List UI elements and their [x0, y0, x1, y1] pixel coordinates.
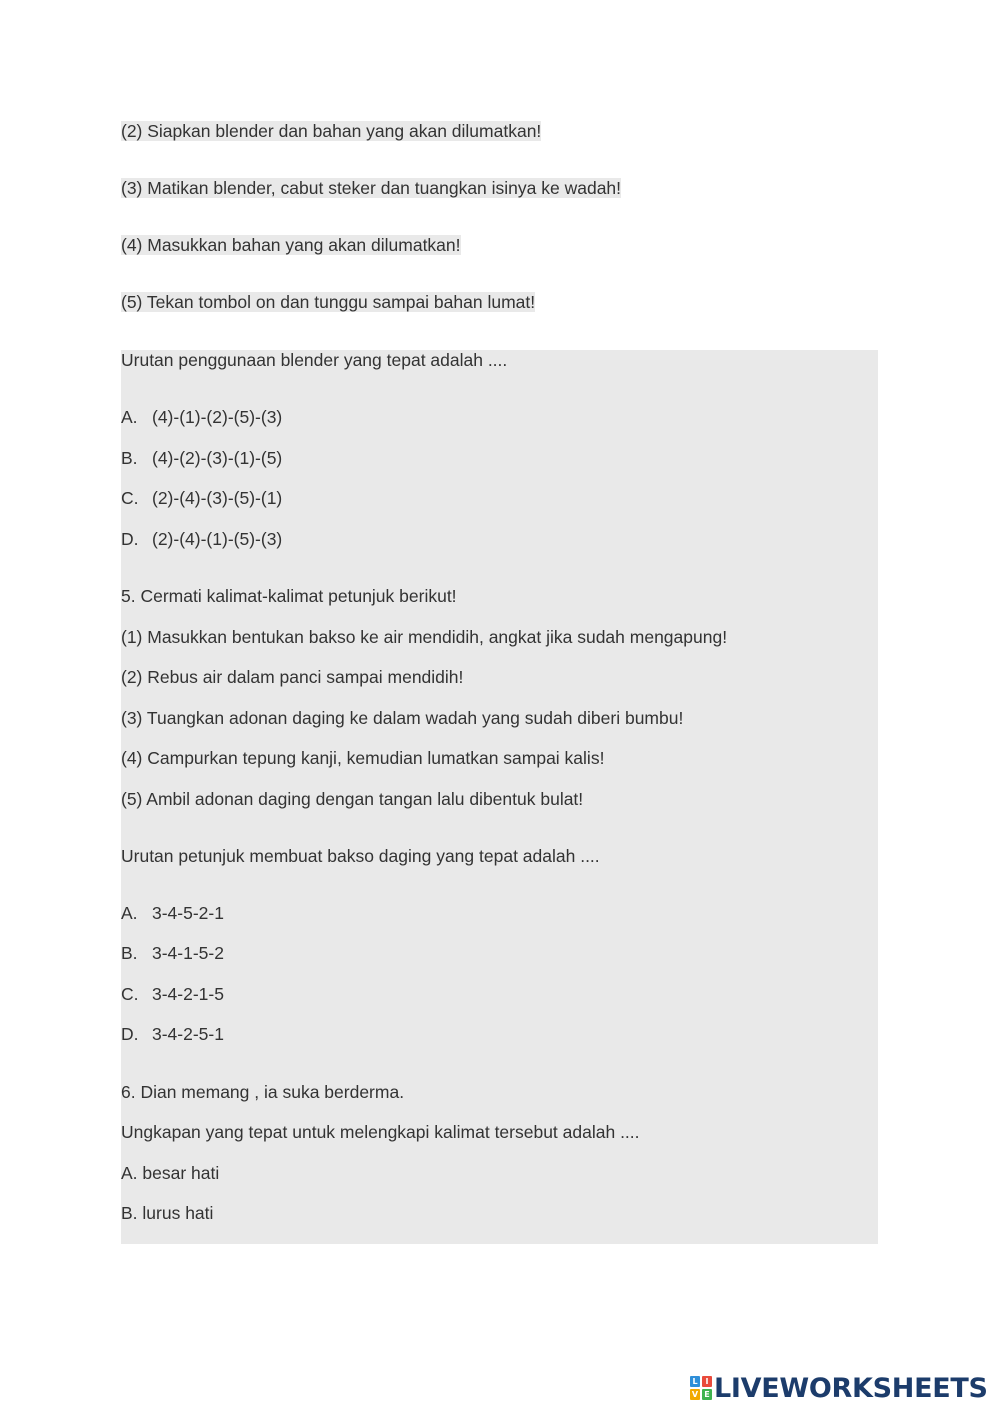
option-letter: D. — [121, 529, 139, 549]
brand-name: LIVEWORKSHEETS — [714, 1372, 988, 1404]
option-letter: C. — [121, 488, 139, 508]
option-text: (2)-(4)-(3)-(5)-(1) — [152, 488, 283, 508]
q6-option-b: B. lurus hati — [121, 1203, 214, 1223]
q5-option-b — [121, 942, 224, 964]
logo-letter-e: E — [702, 1389, 712, 1400]
q6-option-a: A. besar hati — [121, 1163, 220, 1183]
q4-option-a — [121, 406, 282, 428]
option-letter: B. — [121, 943, 138, 963]
q5-step-1: (1) Masukkan bentukan bakso ke air mendidih, angkat jika sudah mengapung! — [121, 627, 728, 647]
option-text: 3-4-2-5-1 — [152, 1024, 224, 1044]
q5-option-c — [121, 983, 224, 1005]
option-letter: A. — [121, 407, 138, 427]
liveworksheets-logo — [690, 1372, 988, 1404]
option-letter: C. — [121, 984, 139, 1004]
q5-step-5: (5) Ambil adonan daging dengan tangan lalu dibentuk bulat! — [121, 789, 584, 809]
q4-option-c — [121, 487, 282, 509]
option-text: (2)-(4)-(1)-(5)-(3) — [152, 529, 283, 549]
q5-step-2: (2) Rebus air dalam panci sampai mendidih! — [121, 667, 464, 687]
blender-step-4: (4) Masukkan bahan yang akan dilumatkan! — [121, 235, 461, 255]
live-icon — [690, 1376, 712, 1400]
q4-prompt: Urutan penggunaan blender yang tepat adalah .... — [121, 350, 508, 370]
q5-option-a — [121, 902, 224, 924]
q6-prompt: Ungkapan yang tepat untuk melengkapi kalimat tersebut adalah .... — [121, 1122, 640, 1142]
q5-prompt: Urutan petunjuk membuat bakso daging yang tepat adalah .... — [121, 846, 600, 866]
option-text: 3-4-2-1-5 — [152, 984, 224, 1004]
logo-letter-l: L — [690, 1376, 700, 1387]
q5-step-4: (4) Campurkan tepung kanji, kemudian lumatkan sampai kalis! — [121, 748, 605, 768]
q4-option-d — [121, 528, 282, 550]
option-text: 3-4-1-5-2 — [152, 943, 224, 963]
option-letter: D. — [121, 1024, 139, 1044]
option-letter: B. — [121, 448, 138, 468]
q5-option-d — [121, 1023, 224, 1045]
q5-step-3: (3) Tuangkan adonan daging ke dalam wadah yang sudah diberi bumbu! — [121, 708, 684, 728]
q4-option-b — [121, 447, 282, 469]
blender-step-5: (5) Tekan tombol on dan tunggu sampai bahan lumat! — [121, 292, 536, 312]
logo-letter-v: V — [691, 1390, 699, 1399]
blender-step-2: (2) Siapkan blender dan bahan yang akan dilumatkan! — [121, 121, 542, 141]
option-text: (4)-(2)-(3)-(1)-(5) — [152, 448, 283, 468]
logo-letter-i: I — [702, 1376, 712, 1387]
q6-title: 6. Dian memang , ia suka berderma. — [121, 1082, 405, 1102]
option-text: (4)-(1)-(2)-(5)-(3) — [152, 407, 283, 427]
blender-step-3: (3) Matikan blender, cabut steker dan tuangkan isinya ke wadah! — [121, 178, 622, 198]
option-text: 3-4-5-2-1 — [152, 903, 224, 923]
q5-title: 5. Cermati kalimat-kalimat petunjuk berikut! — [121, 586, 457, 606]
option-letter: A. — [121, 903, 138, 923]
